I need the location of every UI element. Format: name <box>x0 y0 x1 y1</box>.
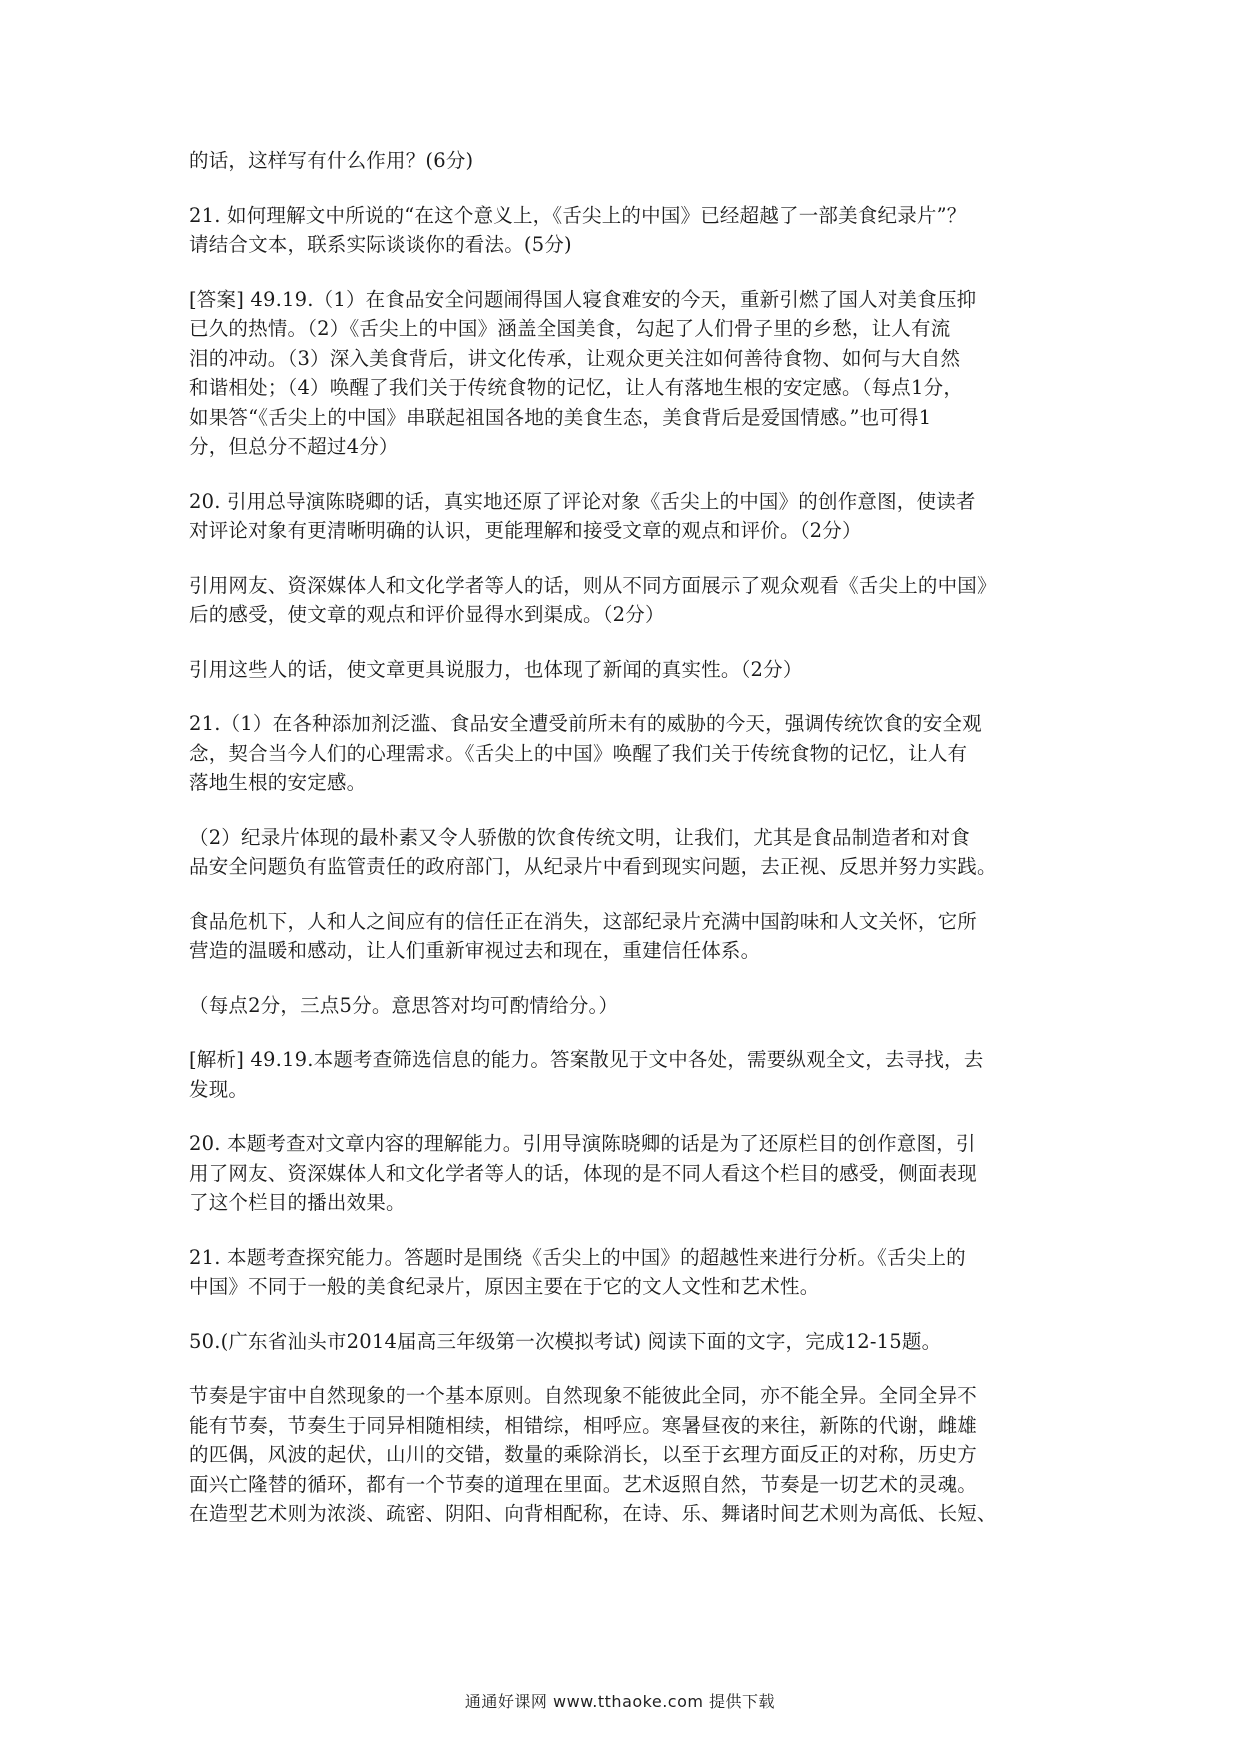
paragraph: 20. 本题考查对文章内容的理解能力。引用导演陈晓卿的话是为了还原栏目的创作意图，引 用了网友、资深媒体人和文化学者等人的话，体现的是不同人看这个栏目的感受，侧面表现 了这个栏目的播出效果。 <box>189 1132 978 1214</box>
paragraph: 21. 本题考查探究能力。答题时是围绕《舌尖上的中国》的超越性来进行分析。《舌尖上的 中国》不同于一般的美食纪录片，原因主要在于它的文人文性和艺术性。 <box>189 1245 966 1298</box>
paragraph: 节奏是宇宙中自然现象的一个基本原则。自然现象不能彼此全同，亦不能全异。全同全异不 能有节奏，节奏生于同异相随相续，相错综，相呼应。寒暑昼夜的来往，新陈的代谢，雌雄 的匹偶，风波的起伏，山川的交错，数量的乘除消长，以至于玄理方面反正的对称，历史方 面兴亡隆替的循环，都有一个节奏的道理在里面。艺术返照自然，节奏是一切艺术的灵魂。 在造型艺术则为浓淡、疏密、阴阳、向背相配称，在诗、乐、舞诸时间艺术则为高低、长短、 <box>189 1384 997 1525</box>
paragraph: 50.(广东省汕头市2014届高三年级第一次模拟考试) 阅读下面的文字，完成12-15题。 <box>189 1329 942 1353</box>
paragraph: [解析] 49.19.本题考查筛选信息的能力。答案散见于文中各处，需要纵观全文，去寻找，去 发现。 <box>189 1048 984 1101</box>
page-footer: 通通好课网 www.tthaoke.com 提供下载 <box>464 1692 776 1711</box>
paragraph: 20. 引用总导演陈晓卿的话，真实地还原了评论对象《舌尖上的中国》的创作意图，使读者 对评论对象有更清晰明确的认识，更能理解和接受文章的观点和评价。（2分） <box>189 489 976 542</box>
paragraph: 引用网友、资深媒体人和文化学者等人的话，则从不同方面展示了观众观看《舌尖上的中国》 后的感受，使文章的观点和评价显得水到渠成。（2分） <box>189 573 997 626</box>
document-body <box>189 146 1069 1554</box>
paragraph: 的话，这样写有什么作用？(6分) <box>189 149 474 172</box>
paragraph: 食品危机下，人和人之间应有的信任正在消失，这部纪录片充满中国韵味和人文关怀，它所 营造的温暖和感动，让人们重新审视过去和现在，重建信任体系。 <box>189 909 978 962</box>
paragraph: （2）纪录片体现的最朴素又令人骄傲的饮食传统文明，让我们，尤其是食品制造者和对食 品安全问题负有监管责任的政府部门，从纪录片中看到现实问题，去正视、反思并努力实践。 <box>189 825 997 878</box>
paragraph: 引用这些人的话，使文章更具说服力，也体现了新闻的真实性。（2分） <box>189 657 803 681</box>
paragraph: 21.（1）在各种添加剂泛滥、食品安全遭受前所未有的威胁的今天，强调传统饮食的安全观 念，契合当今人们的心理需求。《舌尖上的中国》唤醒了我们关于传统食物的记忆，让人有 落地生根的安定感。 <box>189 712 982 794</box>
paragraph: 21. 如何理解文中所说的“在这个意义上，《舌尖上的中国》已经超越了一部美食纪录片”？ 请结合文本，联系实际谈谈你的看法。(5分) <box>189 203 967 256</box>
paragraph: [答案] 49.19.（1）在食品安全问题闹得国人寝食难安的今天，重新引燃了国人对美食压抑 已久的热情。（2）《舌尖上的中国》涵盖全国美食，勾起了人们骨子里的乡愁，让人有流 泪的冲动。（3）深入美食背后，讲文化传承，让观众更关注如何善待食物、如何与大自然 和谐相处；（4）唤醒了我们关于传统食物的记忆，让人有落地生根的安定感。（每点1分， 如果答“《舌尖上的中国》串联起祖国各地的美食生态，美食背后是爱国情感。”也可得1 分，但总分不超过4分） <box>189 287 977 458</box>
paragraph: （每点2分，三点5分。意思答对均可酌情给分。） <box>189 993 619 1017</box>
